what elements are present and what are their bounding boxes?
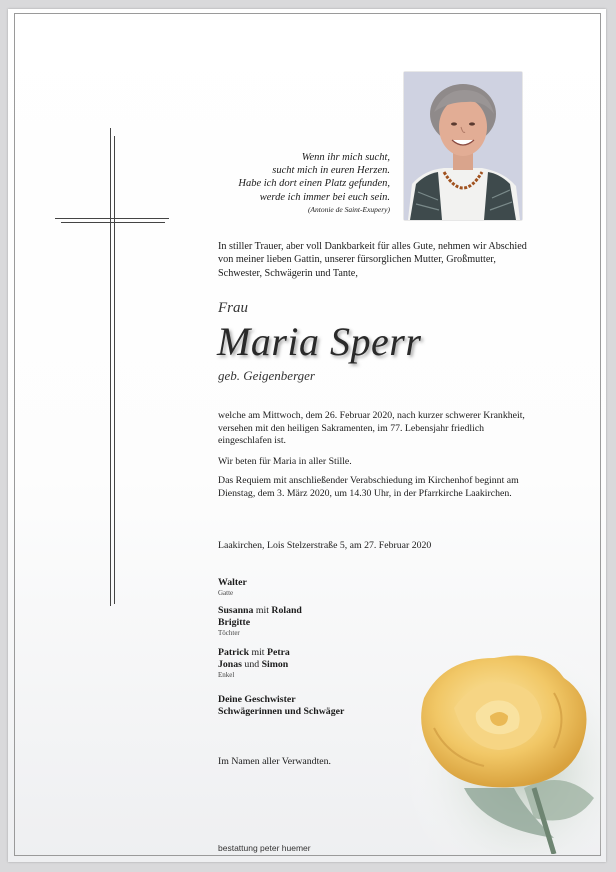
portrait-photo: [404, 72, 522, 220]
family-relation: Töchter: [218, 629, 240, 637]
family-daughters: [218, 605, 302, 638]
family-name: Susanna: [218, 605, 254, 616]
poem-line: sucht mich in euren Herzen.: [272, 165, 390, 177]
birth-name: geb. Geigenberger: [218, 368, 315, 383]
undertaker-footer: bestattung peter huemer: [218, 843, 311, 853]
intro-text: In stiller Trauer, aber voll Dankbarkeit für alles Gute, nehmen wir Abschied von meiner lieben Gattin, unserer fürsorglichen Mutter, Großmutter, Schwester, Schwägerin und Tante,: [218, 241, 527, 279]
family-spouse: [218, 577, 247, 598]
family-name: Jonas: [218, 659, 242, 670]
prayer-note: Wir beten für Maria in aller Stille.: [218, 456, 352, 467]
poem: [150, 151, 390, 215]
joiner: mit: [249, 647, 267, 658]
deceased-name: Maria Sperr: [217, 319, 422, 364]
family-grandchildren: [218, 647, 290, 680]
family-line: Deine Geschwister: [218, 694, 296, 705]
family-name: Petra: [266, 647, 290, 658]
requiem-info: Das Requiem mit anschließender Verabschiedung im Kirchenhof beginnt am Dienstag, dem 3. März 2020, um 14.30 Uhr, in der Pfarrkirche Laakirchen.: [218, 475, 519, 499]
family-name: Brigitte: [218, 617, 251, 628]
family-siblings: [218, 694, 344, 718]
joiner: mit: [253, 605, 272, 616]
joiner: und: [241, 659, 262, 670]
closing-text: Im Namen aller Verwandten.: [218, 756, 331, 767]
family-name: Roland: [271, 605, 302, 616]
death-notice: welche am Mittwoch, dem 26. Februar 2020, nach kurzer schwerer Krankheit, versehen mit den heiligen Sakramenten, im 77. Lebensjahr friedlich eingeschlafen ist.: [218, 410, 525, 447]
place-date: Laakirchen, Lois Stelzerstraße 5, am 27. Februar 2020: [218, 540, 432, 551]
family-relation: Enkel: [218, 671, 235, 679]
family-name: Patrick: [218, 647, 250, 658]
rose-image: [404, 638, 602, 854]
family-line: Schwägerinnen und Schwäger: [218, 706, 345, 717]
poem-line: Wenn ihr mich sucht,: [301, 152, 390, 163]
family-relation: Gatte: [218, 589, 234, 597]
family-name: Simon: [261, 659, 289, 670]
poem-line: Habe ich dort einen Platz gefunden,: [238, 178, 390, 190]
honorific: Frau: [218, 300, 248, 316]
poem-line: werde ich immer bei euch sein.: [259, 191, 390, 203]
family-name: Walter: [218, 577, 247, 588]
poem-author: (Antonie de Saint-Exupery): [307, 204, 390, 214]
